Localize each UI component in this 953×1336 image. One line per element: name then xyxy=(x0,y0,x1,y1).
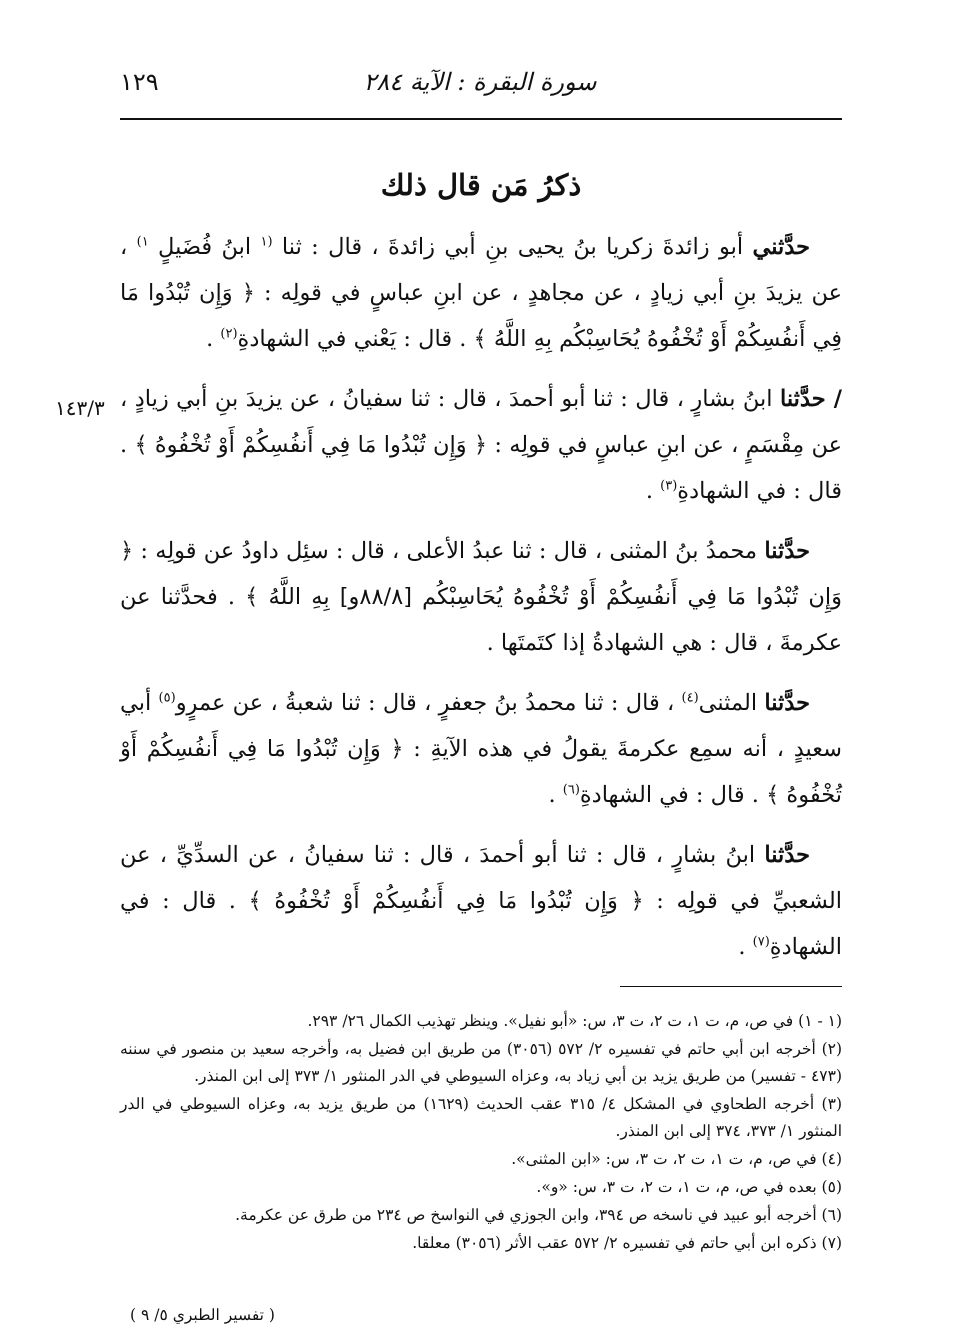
footnote-rule xyxy=(620,986,842,987)
paragraph-3 xyxy=(120,528,842,666)
footnote-ref: (٣) xyxy=(660,478,678,494)
paragraph-1 xyxy=(120,224,842,362)
header-rule xyxy=(120,118,842,120)
paragraph-text: المثنى xyxy=(698,690,765,716)
paragraph-text: ابنُ بشارٍ ، قال : ثنا أبو أحمدَ ، قال : ثنا سفيانُ ، عن يزيدَ بنِ أبي زيادٍ ، عن مِقْسَمٍ ، عن ابنِ عباسٍ في قولِه : xyxy=(120,386,842,458)
paragraph-lead: حدَّثني xyxy=(752,234,810,260)
footnote-ref: (٤) xyxy=(681,690,699,706)
paragraph-text: . xyxy=(738,934,753,960)
paragraph-text: محمدُ بنُ المثنى ، قال : ثنا عبدُ الأعلى ، قال : سئِل داودُ عن قولِه : xyxy=(133,538,765,564)
paragraph-2 xyxy=(120,376,842,514)
paragraph-5 xyxy=(120,832,842,970)
quran-verse: ﴿ وَإِن تُبْدُوا مَا فِي أَنفُسِكُمْ أَوْ تُخْفُوهُ يُحَاسِبْكُم [٨٨/٨و] بِهِ اللَّهُ ﴾ xyxy=(120,538,842,610)
paragraph-4 xyxy=(120,680,842,818)
margin-note: ١٤٣/٣ xyxy=(55,396,105,420)
footnote-ref: (٥) xyxy=(158,690,176,706)
footnote-ref: (٧) xyxy=(752,934,770,950)
footnote-ref: ١) xyxy=(136,234,149,250)
footnote-item: (٧) ذكره ابن أبي حاتم في تفسيره ٢/ ٥٧٢ عقب الأثر (٣٠٥٦) معلقا. xyxy=(412,1234,842,1252)
main-text xyxy=(120,224,842,984)
paragraph-text: ابنُ بشارٍ ، قال : ثنا أبو أحمدَ ، قال : ثنا سفيانُ ، عن السدِّيِّ ، عن الشعبيِّ في قولِه : xyxy=(120,842,843,914)
paragraph-lead: حدَّثنا xyxy=(764,842,810,868)
page-number: ١٢٩ xyxy=(120,68,159,96)
paragraph-text: ابنُ فُضَيلٍ xyxy=(148,234,261,260)
paragraph-text: . قال : يَعْني في الشهادةِ xyxy=(237,326,474,352)
paragraph-text: . قال : في الشهادةِ xyxy=(120,432,842,504)
paragraph-text: أبو زائدةَ زكريا بنُ يحيى بنِ أبي زائدةَ ، قال : ثنا xyxy=(272,234,753,260)
page-header xyxy=(120,68,840,112)
footnote-ref: (٢) xyxy=(220,326,238,342)
footnote-item: (١ - ١) في ص، م، ت ١، ت ٢، ت ٣، س: «أبو نفيل». وينظر تهذيب الكمال ٢٦/ ٢٩٣. xyxy=(307,1012,842,1030)
paragraph-text: . xyxy=(206,326,221,352)
paragraph-text: ، عن يزيدَ بنِ أبي زيادٍ ، عن مجاهدٍ ، عن ابنِ عباسٍ في قولِه : xyxy=(120,234,843,306)
paragraph-lead: حدَّثنا xyxy=(764,690,810,716)
footnote-ref: (١ xyxy=(260,234,273,250)
paragraph-lead: حدَّثنا xyxy=(764,538,810,564)
running-title: سورة البقرة : الآية ٢٨٤ xyxy=(363,68,597,96)
paragraph-text: ، قال : ثنا محمدُ بنُ جعفرٍ ، قال : ثنا شعبةُ ، عن عمرٍو xyxy=(175,690,682,716)
footnotes xyxy=(120,1008,842,1258)
footnote-item: (٥) بعده في ص، م، ت ١، ت ٢، ت ٣، س: «و». xyxy=(536,1178,842,1196)
footnote-item: (٤) في ص، م، ت ١، ت ٢، ت ٣، س: «ابن المثنى». xyxy=(511,1150,842,1168)
quran-verse: ﴿ وَإِن تُبْدُوا مَا فِي أَنفُسِكُمْ أَوْ تُخْفُوهُ ﴾ xyxy=(134,432,488,458)
footnote-item: (٣) أخرجه الطحاوي في المشكل ٤/ ٣١٥ عقب الحديث (١٦٢٩) من طريق يزيد به، وعزاه السيوطي في الدر المنثور ١/ ٣٧٣، ٣٧٤ إلى ابن المنذر. xyxy=(120,1095,842,1140)
section-title: ذكرُ مَن قال ذلك xyxy=(380,168,582,202)
quran-verse: ﴿ وَإِن تُبْدُوا مَا فِي أَنفُسِكُمْ أَوْ تُخْفُوهُ يُحَاسِبْكُم بِهِ اللَّهُ ﴾ xyxy=(120,280,842,352)
footnote-item: (٢) أخرجه ابن أبي حاتم في تفسيره ٢/ ٥٧٢ (٣٠٥٦) من طريق ابن فضيل به، وأخرجه سعيد بن منصور في سننه (٤٧٣ - تفسير) من طريق يزيد بن أبي زياد به، وعزاه السيوطي في الدر المنثور ١/ ٣٧٣ إلى ابن المنذر. xyxy=(120,1040,843,1085)
paragraph-text: . فحدَّثنا عن عكرمةَ ، قال : هي الشهادةُ إذا كتَمتَها . xyxy=(120,584,842,656)
paragraph-text: . قال : في الشهادةِ xyxy=(120,888,842,960)
quran-verse: ﴿ وَإِن تُبْدُوا مَا فِي أَنفُسِكُمْ أَوْ تُخْفُوهُ ﴾ xyxy=(120,736,842,808)
paragraph-text: . قال : في الشهادةِ xyxy=(579,782,767,808)
paragraph-text: . xyxy=(548,782,563,808)
paragraph-lead: / حدَّثنا xyxy=(780,386,842,412)
quran-verse: ﴿ وَإِن تُبْدُوا مَا فِي أَنفُسِكُمْ أَوْ تُخْفُوهُ ﴾ xyxy=(248,888,644,914)
bottom-reference: ( تفسير الطبري ٥/ ٩ ) xyxy=(130,1306,275,1324)
footnote-ref: (٦) xyxy=(562,782,580,798)
footnote-item: (٦) أخرجه أبو عبيد في ناسخه ص ٣٩٤، وابن الجوزي في النواسخ ص ٢٣٤ من طرق عن عكرمة. xyxy=(235,1206,842,1224)
paragraph-text: أبي سعيدٍ ، أنه سمِع عكرمةَ يقولُ في هذه الآيةِ : xyxy=(120,690,842,762)
paragraph-text: . xyxy=(645,478,661,504)
